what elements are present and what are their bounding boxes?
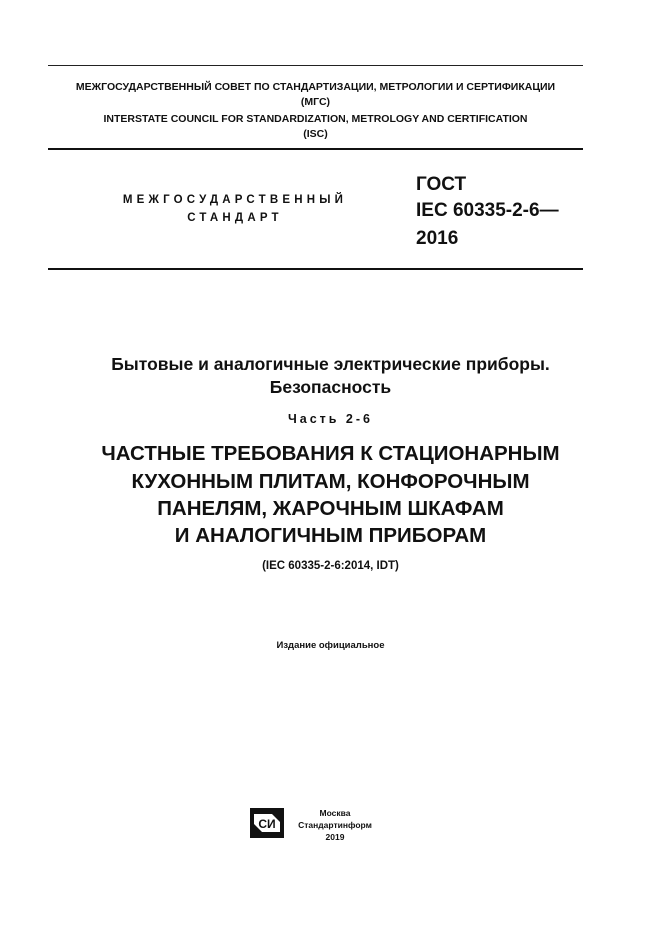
edition-label: Издание официальное bbox=[276, 640, 385, 651]
council-en-name: INTERSTATE COUNCIL FOR STANDARDIZATION, METROLOGY AND CERTIFICATION bbox=[103, 113, 528, 125]
main-title-line1: ЧАСТНЫЕ ТРЕБОВАНИЯ К СТАЦИОНАРНЫМ bbox=[101, 442, 560, 465]
standartinform-logo-icon bbox=[250, 808, 284, 838]
standard-type-line2: СТАНДАРТ bbox=[187, 212, 283, 224]
gost-year: 2016 bbox=[416, 228, 459, 249]
gost-number: IEC 60335-2-6— bbox=[416, 200, 559, 221]
publisher-year: 2019 bbox=[325, 832, 345, 842]
council-ru-name: МЕЖГОСУДАРСТВЕННЫЙ СОВЕТ ПО СТАНДАРТИЗАЦИИ, МЕТРОЛОГИИ И СЕРТИФИКАЦИИ bbox=[75, 81, 556, 93]
publisher-city: Москва bbox=[319, 808, 351, 818]
title-line1: Бытовые и аналогичные электрические приборы. bbox=[111, 354, 550, 374]
council-en-abbr: (ISC) bbox=[303, 128, 328, 140]
main-title-line3: ПАНЕЛЯМ, ЖАРОЧНЫМ ШКАФАМ bbox=[157, 497, 504, 520]
top-rule bbox=[48, 65, 583, 66]
main-title-line4: И АНАЛОГИЧНЫМ ПРИБОРАМ bbox=[174, 524, 487, 547]
title-line2: Безопасность bbox=[269, 377, 392, 397]
council-ru-abbr: (МГС) bbox=[300, 96, 331, 108]
part-number: Часть 2-6 bbox=[287, 412, 374, 426]
logo-text: СИ bbox=[258, 817, 276, 831]
header-rule bbox=[48, 148, 583, 150]
publisher-name: Стандартинформ bbox=[298, 820, 372, 830]
iec-reference: (IEC 60335-2-6:2014, IDT) bbox=[262, 560, 399, 572]
gost-label: ГОСТ bbox=[416, 174, 467, 195]
standard-type-line1: МЕЖГОСУДАРСТВЕННЫЙ bbox=[122, 194, 348, 206]
main-title-line2: КУХОННЫМ ПЛИТАМ, КОНФОРОЧНЫМ bbox=[131, 470, 530, 493]
standard-rule bbox=[48, 268, 583, 270]
